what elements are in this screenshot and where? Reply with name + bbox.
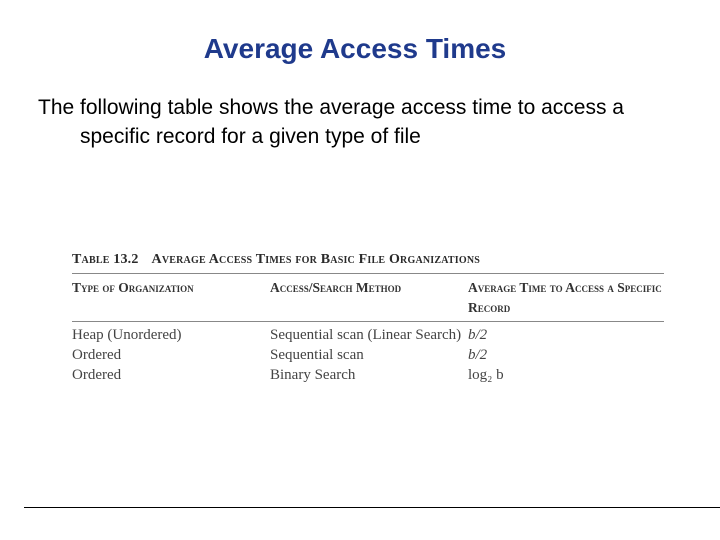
table-row — [72, 345, 664, 365]
header-average-time: Average Time to Access a Specific Record — [468, 280, 662, 315]
cell-organization: Ordered — [72, 347, 122, 363]
cell-organization: Heap (Unordered) — [72, 327, 182, 343]
table-caption — [72, 252, 664, 274]
cell-method: Sequential scan — [270, 347, 364, 363]
table-row — [72, 322, 664, 346]
intro-paragraph — [38, 93, 718, 151]
table-caption-number: Table 13.2 — [72, 252, 139, 267]
cell-organization: Ordered — [72, 367, 122, 383]
cell-method: Sequential scan (Linear Search) — [270, 327, 462, 343]
cell-time: b/2 — [468, 347, 488, 363]
footer-divider — [24, 507, 720, 508]
slide-title: Average Access Times — [203, 33, 507, 64]
intro-line-2: specific record for a given type of file — [80, 125, 421, 148]
header-access-search-method: Access/Search Method — [270, 280, 402, 295]
table-header-row — [72, 278, 664, 322]
access-times-table — [72, 278, 664, 385]
intro-line-1: The following table shows the average access time to access a — [38, 96, 624, 119]
header-type-of-organization: Type of Organization — [72, 280, 194, 295]
cell-time: b/2 — [468, 327, 488, 343]
access-times-table-figure — [72, 252, 664, 385]
table-row — [72, 365, 664, 385]
table-caption-title: Average Access Times for Basic File Organizations — [151, 252, 481, 267]
cell-time: log₂ b — [468, 367, 504, 383]
cell-method: Binary Search — [270, 367, 356, 383]
